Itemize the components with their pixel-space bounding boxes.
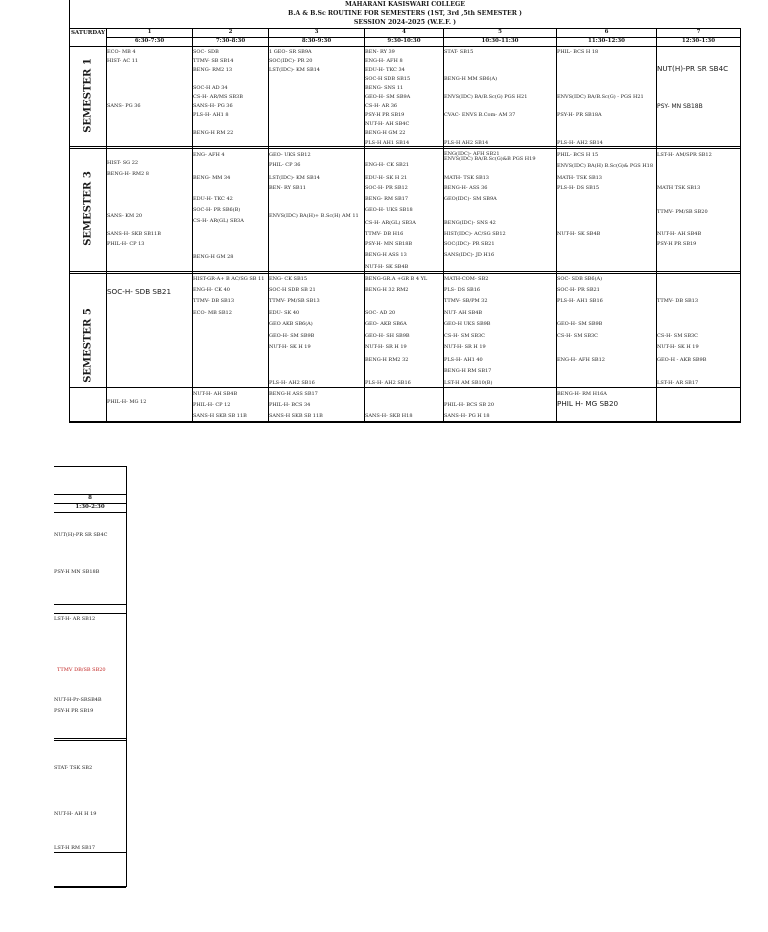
class-entry: NUT-H- AH SB4B [193, 391, 238, 397]
class-entry: CS-H- AR(GL) SB3A [193, 218, 244, 224]
class-entry: ENG-H- AFH 8 [365, 58, 403, 64]
class-entry: PSY-H- MN SB18B [365, 241, 413, 247]
class-entry: ECO- MB SB12 [193, 310, 232, 316]
class-entry: GEO-H- SM SB9B [557, 321, 603, 327]
class-entry: TTMV- DB SB13 [657, 298, 699, 304]
class-entry: MATH TSK SB13 [657, 185, 701, 191]
class-entry: EDU-H- TKC 34 [365, 67, 405, 73]
semester-1-label: SEMESTER 1 [82, 58, 94, 133]
class-entry: CS-H- AR(GL) SB3A [365, 220, 416, 226]
class-entry: BEN- RY 39 [365, 49, 395, 55]
class-entry: SANS-H SKB SB 11B [269, 413, 323, 419]
cont-col-time: 1:30-2:30 [75, 504, 105, 510]
class-entry: PHIL- BCS H 18 [557, 49, 599, 55]
col-time-1: 6:30-7:30 [134, 38, 165, 44]
class-entry: SANS-H- SKB SB11B [107, 231, 161, 237]
col-time-4: 9:30-10:30 [387, 38, 421, 44]
cont-cell: PSY-H MN SB18B [54, 569, 100, 575]
class-entry: NUT-H- SR H 19 [444, 344, 486, 350]
col-time-3: 8:30-9:30 [301, 38, 332, 44]
class-entry: ECO- MB 4 [107, 49, 136, 55]
class-entry: NUT-H- AH SB4B [657, 231, 702, 237]
class-entry: PSY-H- PR SB18A [557, 112, 602, 118]
cont-cell: LST-H RM SB17 [54, 845, 96, 851]
class-entry: LST(IDC)- KM SB14 [269, 175, 320, 181]
class-entry: PLS-H- AH2 SB16 [365, 380, 411, 386]
cont-cell: LST-H- AR SB12 [54, 616, 96, 622]
class-entry: PHIL- BCS H 15 [557, 152, 599, 158]
class-entry: CS-H- SM SB3C [657, 333, 699, 339]
class-entry: BENG-H GM 28 [193, 254, 234, 260]
cont-cell: NUT-H-Pr-SRSB4B [54, 697, 102, 703]
class-entry: NUT-H- SK H 19 [269, 344, 311, 350]
class-entry: BENG-H GM 22 [365, 130, 406, 136]
class-entry: SOC-H- PR SB21 [557, 287, 600, 293]
class-entry: STAT- SB15 [444, 49, 474, 55]
cont-col-num: 8 [88, 495, 92, 501]
class-entry: TTMV- SB SB14 [193, 58, 234, 64]
col-num-6: 6 [604, 29, 609, 35]
class-entry: NUT-H- SR H 19 [365, 344, 407, 350]
class-entry: SOC-H AD 34 [193, 85, 228, 91]
col-num-2: 2 [228, 29, 233, 35]
class-entry: TTMV- PM/SB SB20 [657, 209, 708, 215]
class-entry: BENG- RM2 13 [193, 67, 233, 73]
cont-cell: STAT- TSK SB2 [54, 765, 93, 771]
class-entry: SOC-H- SDB SB21 [107, 287, 172, 296]
class-entry: GEO- AKB SB6A [365, 321, 407, 327]
class-entry: BENG(IDC)- SNS 42 [444, 220, 496, 226]
class-entry: ENVS(IDC) BA(H) B.Sc(G)& PGS H18 [557, 163, 654, 169]
class-entry: ENG-H- CK 40 [193, 287, 230, 293]
class-entry: SOC-H- PR SB12 [365, 185, 408, 191]
col-time-7: 12:30-1:30 [681, 38, 716, 44]
class-entry: BENG-GR.A +GR B 4 YL [365, 276, 428, 282]
class-entry: EDU-H- SK H 21 [365, 175, 408, 181]
class-entry: LST(IDC)- KM SB14 [269, 67, 320, 73]
class-entry: SANS-H- PG 36 [193, 103, 233, 109]
class-entry: HIST(IDC)- AC/SG SB12 [444, 231, 506, 237]
class-entry: CS-H- AR 36 [365, 103, 398, 109]
class-entry: MATH-COM- SB2 [444, 276, 489, 282]
class-entry: ENVS(IDC) BA(H)+ B.Sc(H) AM 11 [269, 213, 359, 219]
class-entry: PLS-H- DS SB15 [557, 185, 600, 191]
cont-cell: PSY-H PR SB19 [54, 708, 94, 714]
class-entry: BENG-H 32 RM2 [365, 287, 409, 293]
class-entry: NUT-H- AH SB4C [365, 121, 410, 127]
class-entry: PHIL-H- CP 12 [193, 402, 231, 408]
class-entry: CS-H- SM SB3C [444, 333, 486, 339]
class-entry: MATH- TSK SB13 [444, 175, 489, 181]
class-entry: GEO(IDC)- SM SB9A [444, 196, 497, 202]
col-num-7: 7 [696, 29, 701, 35]
class-entry: BENG-H- RM2 8 [107, 171, 149, 177]
col-time-6: 11:30-12:30 [588, 38, 625, 44]
class-entry: TTMV- SB/PM 32 [444, 298, 488, 304]
class-entry: NUT(H)-PR SR SB4C [657, 64, 729, 73]
class-entry: SANS- PG 36 [107, 103, 141, 109]
class-entry: BENG-H- ASS 36 [444, 185, 488, 191]
cont-cell: NUT(H)-PR SR SB4C [54, 532, 108, 538]
class-entry: PHIL H- MG SB20 [557, 399, 619, 408]
class-entry: PLS-H- AH1 SB16 [557, 298, 603, 304]
class-entry: SANS- KM 20 [107, 213, 143, 219]
class-entry: PHIL-H- MG 12 [107, 399, 147, 405]
class-entry: BENG-H ASS 13 [365, 252, 407, 258]
class-entry: PLS-H- AH2 SB16 [269, 380, 315, 386]
class-entry: BENG- RM SB17 [365, 196, 409, 202]
class-entry: PHIL-H- BCS 34 [269, 402, 311, 408]
class-entry: EDU-H- TKC 42 [193, 196, 233, 202]
class-entry: CVAC- ENVS B.Com- AM 37 [444, 112, 516, 118]
session-title: SESSION 2024-2025 (W.E.F. ) [353, 19, 457, 26]
class-entry: SANS(IDC)- JD H16 [444, 252, 495, 258]
class-entry: GEO-H- SM SB9A [365, 94, 411, 100]
day-label: SATURDAY [70, 30, 106, 36]
class-entry: PHIL-H- CP 13 [107, 241, 145, 247]
class-entry: GEO-H UKS SB9B [444, 321, 491, 327]
class-entry: GEO-H - AKB SB9B [657, 357, 707, 363]
col-num-5: 5 [498, 29, 502, 35]
class-entry: BENG- MM 34 [193, 175, 231, 181]
class-entry: NUT-H- SK H 19 [657, 344, 699, 350]
class-entry: BENG-H ASS SB17 [269, 391, 318, 397]
class-entry: HIST- SG 22 [107, 160, 139, 166]
class-entry: 1 GEO- SR SB9A [269, 49, 312, 55]
class-entry: PSY-H PR SB19 [657, 241, 697, 247]
class-entry: NUT-H- SK SB4B [365, 264, 409, 270]
class-entry: BENG-H RM SB17 [444, 368, 492, 374]
class-entry: SOC- AD 20 [365, 310, 396, 316]
class-entry: GEO- UKS SB12 [269, 152, 311, 158]
class-entry: BEN- RY SB11 [269, 185, 306, 191]
class-entry: PLS-H- AH1 40 [444, 357, 483, 363]
class-entry: CS-H- SM SB3C [557, 333, 599, 339]
semester-5-label: SEMESTER 5 [82, 308, 94, 383]
class-entry: BENG-H RM 22 [193, 130, 234, 136]
class-entry: GEO-H- UKS SB18 [365, 207, 413, 213]
class-entry: SANS-H- PG H 18 [444, 413, 490, 419]
class-entry: SOC- SDB SB6(A) [557, 276, 603, 282]
class-entry: BENG-H RM2 32 [365, 357, 409, 363]
class-entry: SOC-H SDB SB 21 [269, 287, 316, 293]
class-entry: ENG- AFH 4 [193, 152, 225, 158]
class-entry: BENG-H- RM H16A [557, 391, 607, 397]
routine-title: B.A & B.Sc ROUTINE FOR SEMESTERS (1ST, 3rd ,5th SEMESTER ) [288, 10, 522, 17]
cont-cell: NUT-H- AH H 19 [54, 811, 97, 817]
class-entry: SOC(IDC)- PR 20 [269, 58, 313, 64]
cont-cell: TTMV DB/SB SB20 [57, 667, 106, 673]
class-entry: PLS-H- AH2 SB14 [557, 140, 603, 146]
class-entry: MATH- TSK SB13 [557, 175, 602, 181]
class-entry: ENVS(IDC) BA/B.Sc(G) PGS H21 [444, 94, 528, 100]
class-entry: NUT- AH SB4B [444, 310, 483, 316]
class-entry: PHIL- CP 36 [269, 162, 301, 168]
class-entry: BENG- SNS 11 [365, 85, 404, 91]
class-entry: BENG-H MM SB6(A) [444, 76, 498, 82]
class-entry: PLS-H- AH1 8 [193, 112, 229, 118]
class-entry: ENG-H- AFH SB12 [557, 357, 605, 363]
class-entry: LST-H- AR SB17 [657, 380, 699, 386]
class-entry: PLS-H AH2 SB14 [444, 140, 489, 146]
class-entry: GEO-H- SH SB9B [365, 333, 410, 339]
class-entry: GEO AKB SB6(A) [269, 321, 313, 327]
class-entry: ENVS(IDC) BA/B.Sc(G) - PGS H21 [557, 94, 644, 100]
class-entry: TTMV- DB SB13 [193, 298, 235, 304]
class-entry: TTMV- DB H16 [365, 231, 404, 237]
class-entry: PSY-H PR SB19 [365, 112, 405, 118]
col-time-5: 10:30-11:30 [481, 38, 519, 44]
class-entry: ENG- CK SB15 [269, 276, 308, 282]
class-entry: TTMV- PM/SB SB13 [269, 298, 320, 304]
col-time-2: 7:30-8:30 [215, 38, 246, 44]
class-entry: HIST-GR-A+ B AC/SG SB 11 [193, 276, 265, 282]
class-entry: LST-H AM SB10(B) [444, 380, 493, 386]
semester-3-label: SEMESTER 3 [82, 171, 94, 246]
class-entry: SOC-H- PR SB6(B) [193, 207, 241, 213]
class-entry: PLS-H AH1 SB14 [365, 140, 410, 146]
class-entry: SOC-H SDB SB15 [365, 76, 411, 82]
class-entry: LST-H- AM/SPR SB12 [657, 152, 712, 158]
class-entry: GEO-H- SM SB9B [269, 333, 315, 339]
class-entry: CS-H- AR/MS SB3B [193, 94, 243, 100]
class-entry: PSY- MN SB18B [657, 103, 703, 110]
col-num-3: 3 [314, 29, 319, 35]
class-entry: SANS-H- SKB H18 [365, 413, 413, 419]
class-entry: HIST- AC 11 [107, 58, 139, 64]
class-entry: SOC(IDC)- PR SB21 [444, 241, 495, 247]
class-entry: SANS-H SKB SB 11B [193, 413, 247, 419]
col-num-4: 4 [402, 29, 406, 35]
class-entry: NUT-H- SK SB4B [557, 231, 601, 237]
college-name: MAHARANI KASISWARI COLLEGE [345, 1, 465, 8]
class-entry: SOC- SDB [193, 49, 219, 55]
col-num-1: 1 [147, 29, 152, 35]
class-entry: EDU- SK 40 [269, 310, 300, 316]
class-entry: ENG-H- CK SB21 [365, 162, 410, 168]
class-entry: ENG(IDC)- AFH SB21 [444, 151, 500, 157]
class-entry: PHIL-H- BCS SB 20 [444, 402, 495, 408]
class-entry: PLS- DS SB16 [444, 287, 481, 293]
class-entry: ENVS(IDC) BA/B.Sc(G)&B PGS H19 [444, 156, 536, 162]
